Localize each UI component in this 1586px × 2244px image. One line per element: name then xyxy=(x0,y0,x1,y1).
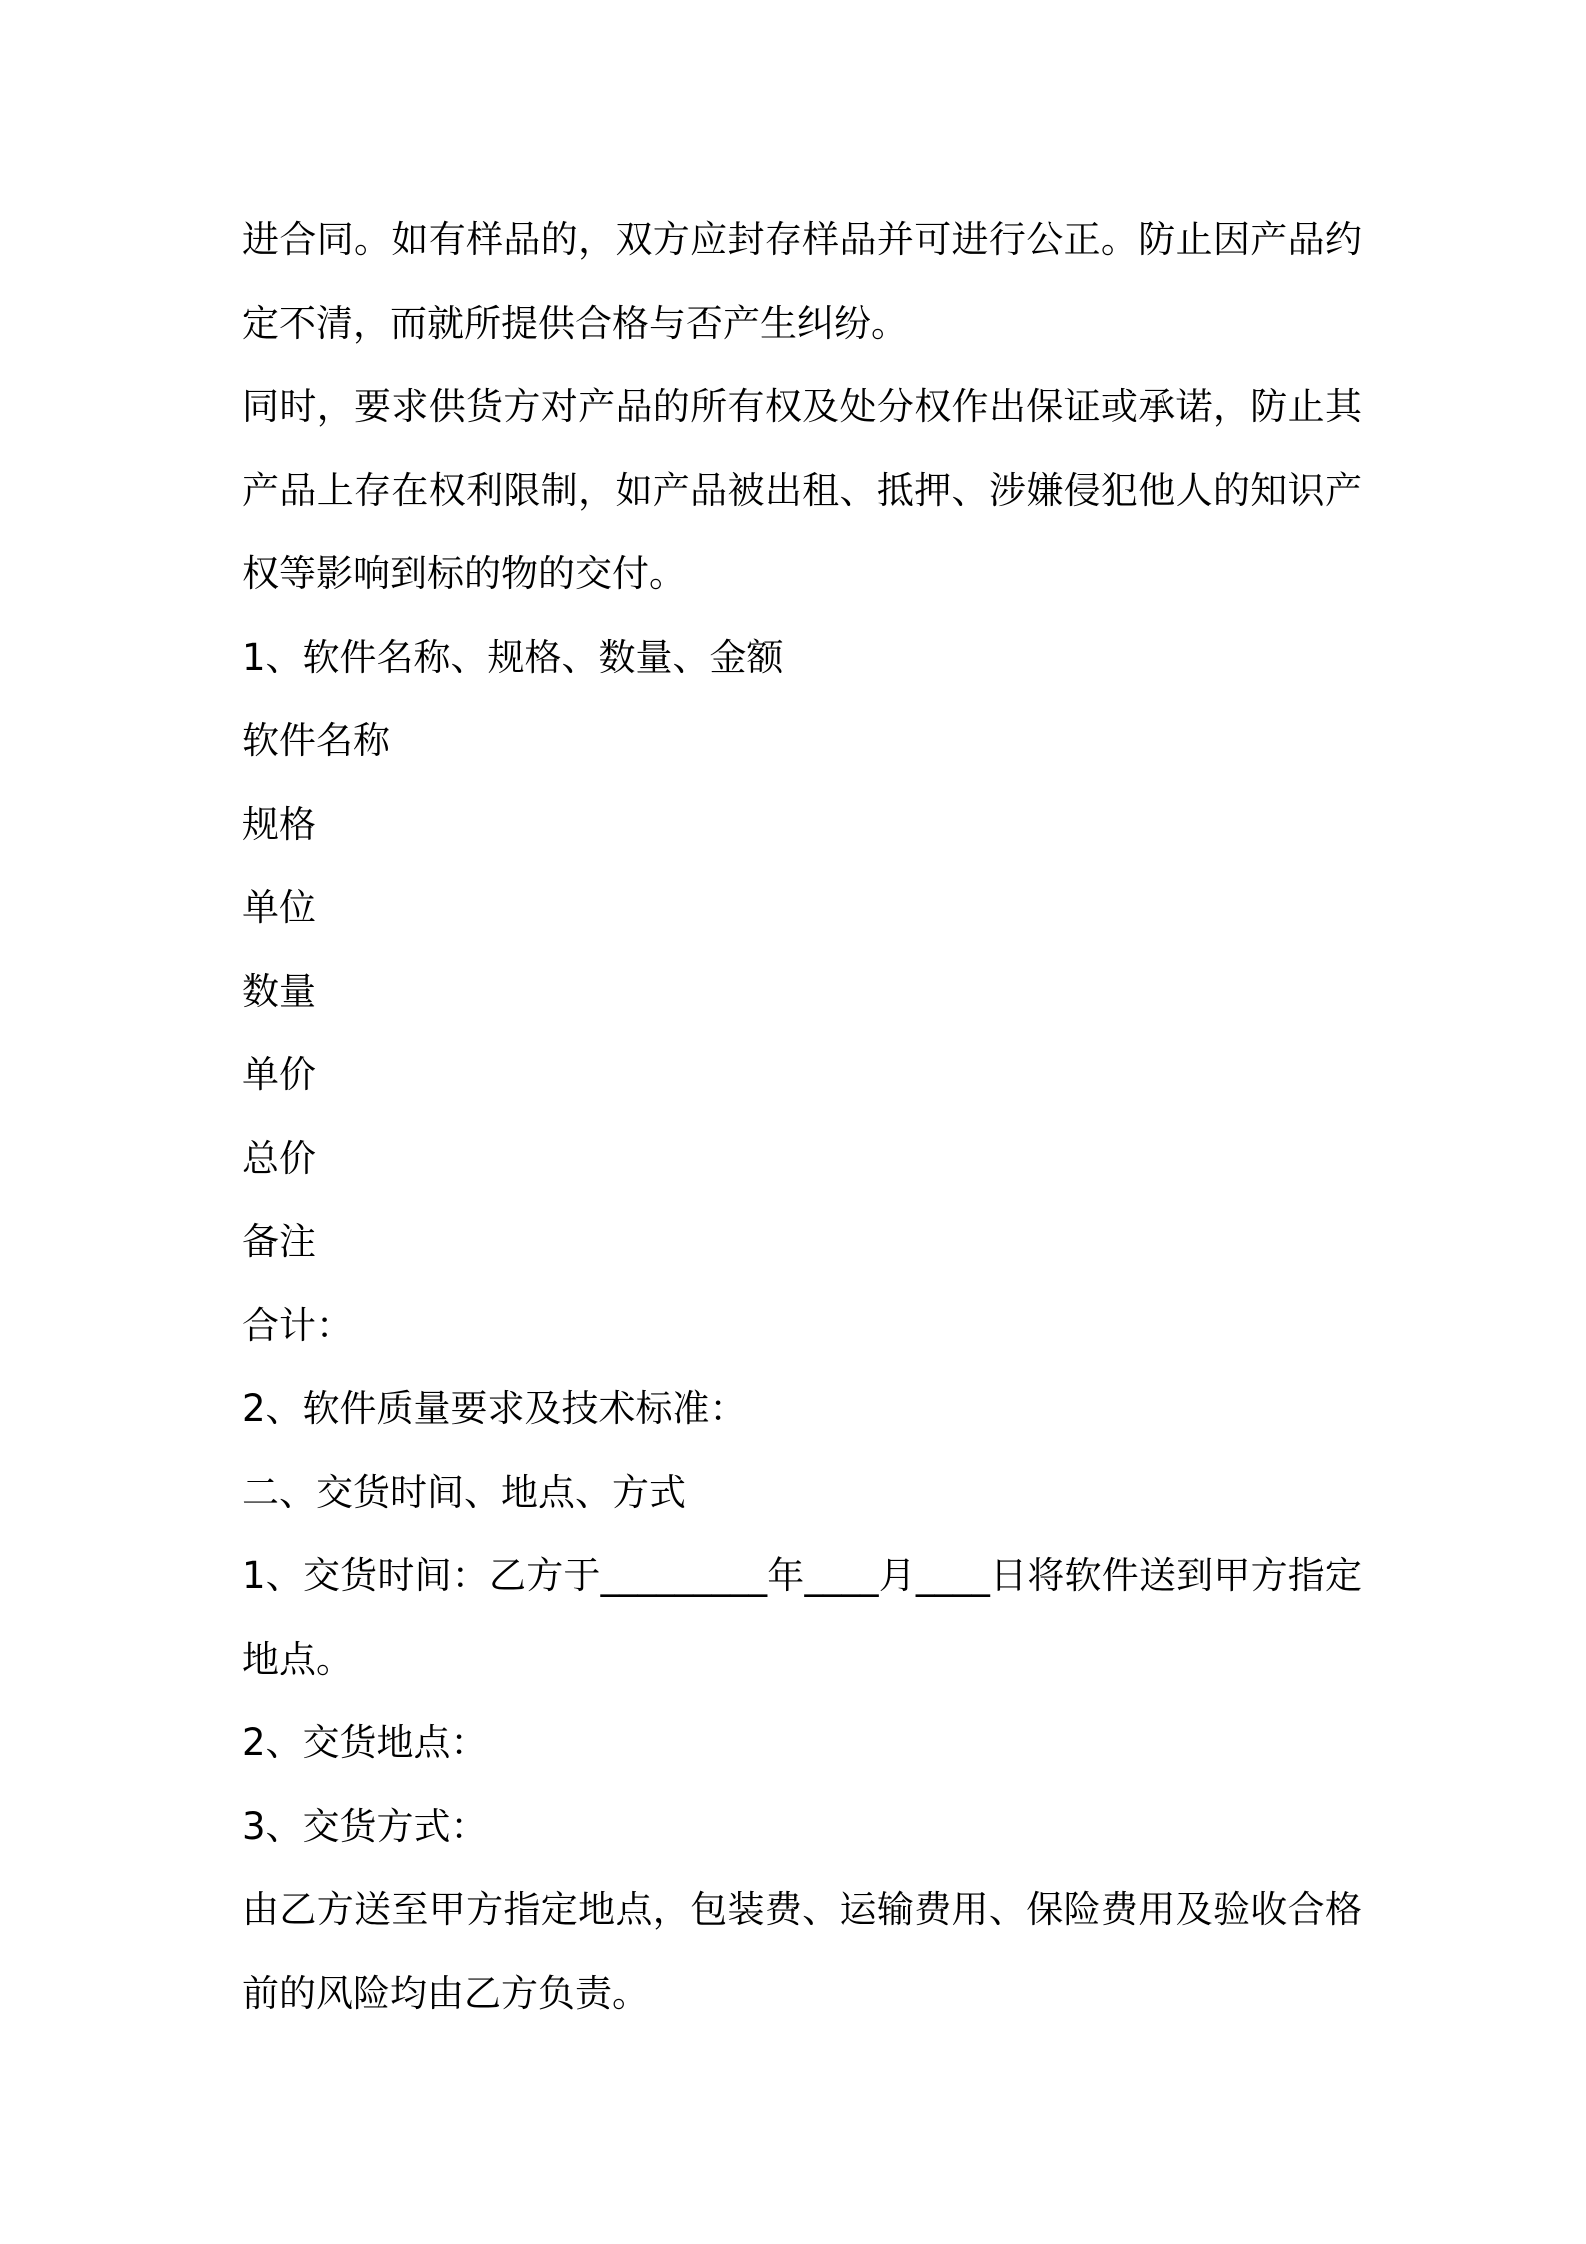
section-heading-software-info: 1、软件名称、规格、数量、金额 xyxy=(242,635,784,679)
section-heading-delivery: 二、交货时间、地点、方式 xyxy=(242,1470,686,1514)
paragraph-ownership-guarantee: 同时，要求供货方对产品的所有权及处分权作出保证或承诺，防止其产品上存在权利限制，如产品被出租、抵押、涉嫌侵犯他人的知识产权等影响到标的物的交付。 xyxy=(242,385,1362,595)
field-label-software-name: 软件名称 xyxy=(242,719,390,762)
section-heading-quality-standards: 2、软件质量要求及技术标准： xyxy=(242,1387,747,1430)
field-label-delivery-method: 3、交货方式： xyxy=(242,1804,488,1848)
field-label-quantity: 数量 xyxy=(242,969,316,1013)
field-label-unit: 单位 xyxy=(242,886,316,929)
field-label-unit-price: 单价 xyxy=(242,1053,316,1096)
field-label-sum: 合计： xyxy=(242,1303,353,1347)
field-label-total-price: 总价 xyxy=(242,1136,316,1180)
document-body xyxy=(242,198,1362,2035)
field-label-remarks: 备注 xyxy=(242,1220,316,1263)
paragraph-delivery-responsibility: 由乙方送至甲方指定地点，包装费、运输费用、保险费用及验收合格前的风险均由乙方负责。 xyxy=(242,1888,1362,2015)
field-label-specification: 规格 xyxy=(242,802,316,846)
paragraph-delivery-time: 1、交货时间：乙方于_________年____月____日将软件送到甲方指定地点。 xyxy=(242,1554,1362,1681)
paragraph-sample-sealing: 进合同。如有样品的，双方应封存样品并可进行公正。防止因产品约定不清，而就所提供合格与否产生纠纷。 xyxy=(242,218,1362,345)
field-label-delivery-place: 2、交货地点： xyxy=(242,1721,488,1764)
